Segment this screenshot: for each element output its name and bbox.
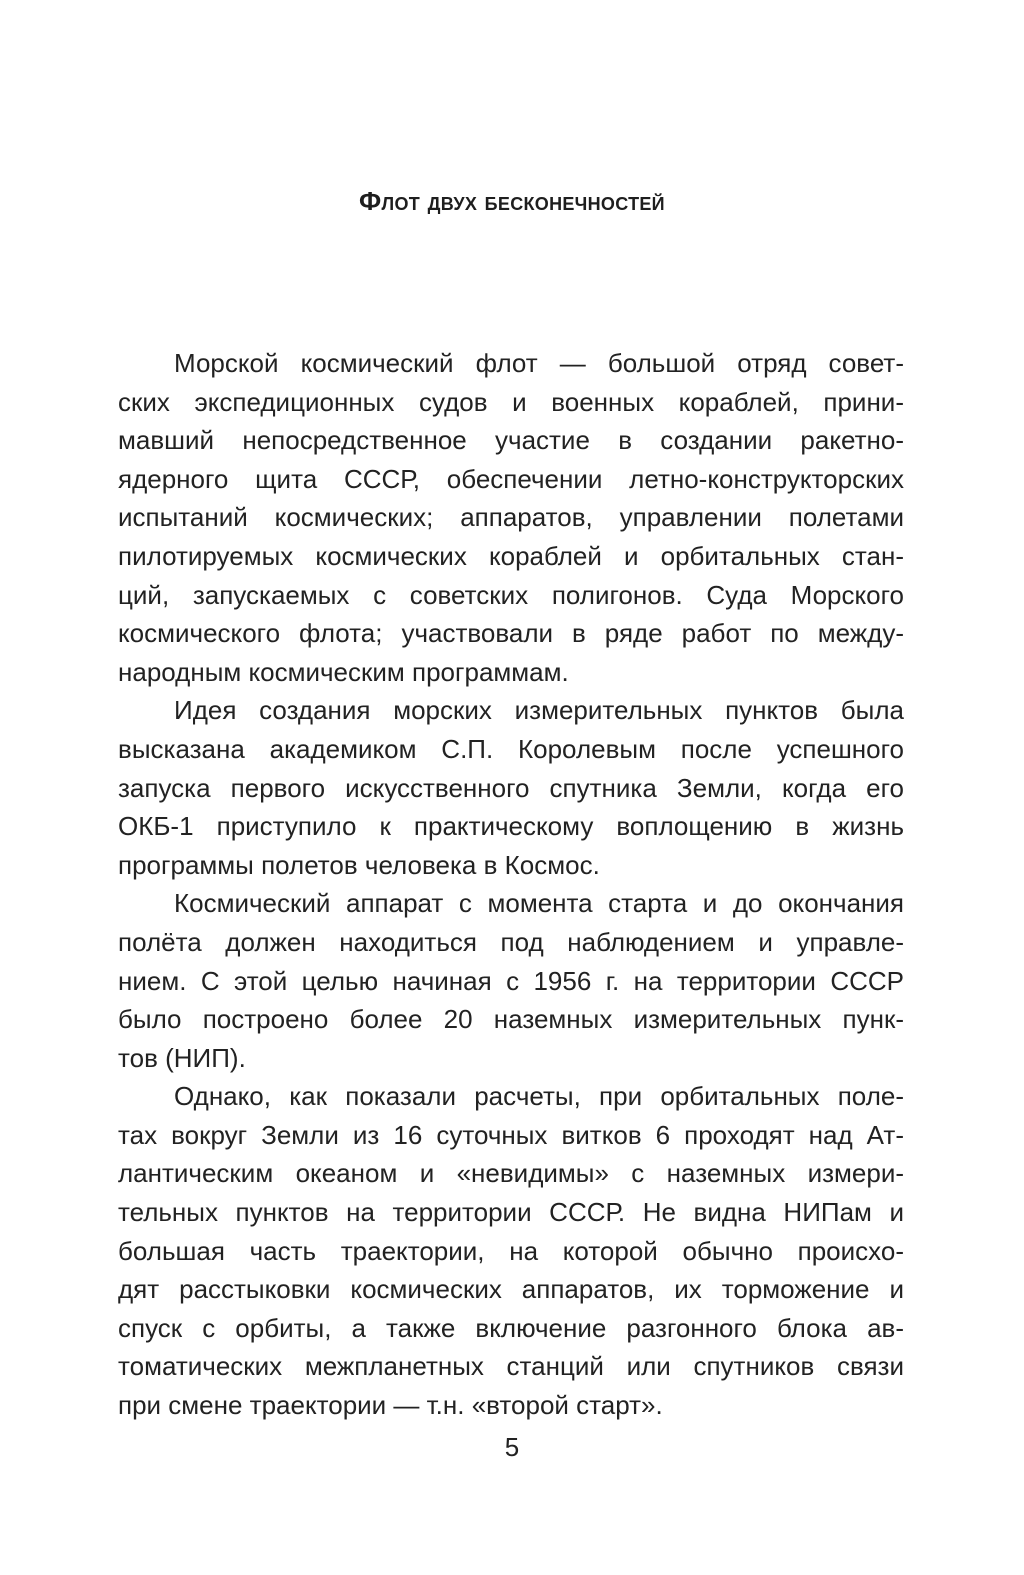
body-text [118,344,904,1425]
paragraph [118,884,904,1077]
text-line: Морской космический флот — большой отряд совет- [174,348,904,378]
text-line: Однако, как показали расчеты, при орбитальных поле- [174,1081,904,1112]
text-line: ских экспедиционных судов и военных кораблей, прини- [118,386,904,417]
text-line: запуска первого искусственного спутника Земли, когда его [118,772,904,803]
paragraph [118,344,904,691]
text-line: народным космическим программам. [118,656,569,687]
text-line: космического флота; участвовали в ряде работ по между- [118,618,904,649]
text-line: ОКБ-1 приступило к практическому воплощению в жизнь [118,811,904,842]
text-line: дят расстыковки космических аппаратов, их торможение и [118,1274,904,1305]
text-line: мавший непосредственное участие в создании ракетно- [118,425,904,456]
chapter-title: Флот двух бесконечностей [359,186,665,216]
text-line: пилотируемых космических кораблей и орбитальных стан- [118,540,904,571]
text-line: ций, запускаемых с советских полигонов. Суда Морского [118,579,904,610]
text-line: ядерного щита СССР, обеспечении летно-конструкторских [118,463,904,494]
text-line: тов (НИП). [118,1042,246,1073]
text-line: программы полетов человека в Космос. [118,849,600,880]
text-line: большая часть траектории, на которой обычно происхо- [118,1235,904,1266]
paragraph [118,1077,904,1424]
text-line: было построено более 20 наземных измерительных пунк- [118,1004,904,1035]
text-line: испытаний космических; аппаратов, управлении полетами [118,502,904,533]
text-line: тельных пунктов на территории СССР. Не видна НИПам и [118,1197,904,1228]
text-line: тах вокруг Земли из 16 суточных витков 6 проходят над Ат- [118,1119,904,1150]
text-line: Идея создания морских измерительных пунктов была [174,695,904,726]
text-line: Космический аппарат с момента старта и до окончания [174,888,904,919]
text-line: лантическим океаном и «невидимы» с наземных измери- [118,1158,904,1189]
text-line: томатических межпланетных станций или спутников связи [118,1351,904,1382]
paragraph [118,691,904,884]
text-line: нием. С этой целью начиная с 1956 г. на территории СССР [118,965,904,996]
text-line: при смене траектории — т.н. «второй старт». [118,1390,663,1421]
text-line: спуск с орбиты, а также включение разгонного блока ав- [118,1312,904,1343]
text-line: высказана академиком С.П. Королевым после успешного [118,733,904,764]
text-line: полёта должен находиться под наблюдением и управле- [118,926,904,957]
page-number: 5 [504,1432,520,1462]
